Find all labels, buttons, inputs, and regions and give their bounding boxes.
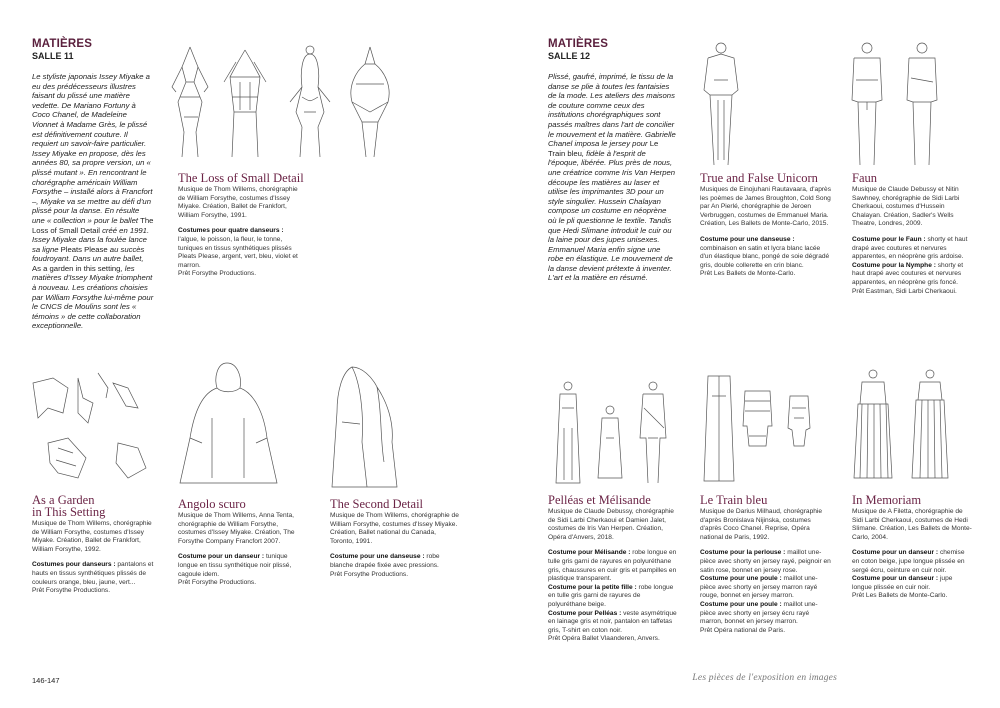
entry-costume: Costume pour une danseuse : combinaison en satin et lycra blanc lacée d'un élastique blanc, pongé de soie dégradé gris, double collerette en crin blanc. [700,235,830,269]
entry-costume-2: Costume pour un danseur : jupe longue plissée en cuir noir. [852,575,953,591]
entry-costume-2: Costume pour la Nymphe : shorty et haut drapé avec coutures et nervures apparentes, en néoprène gris foncé. [852,261,964,286]
entry-costume-2: Costume pour une poule : maillot une-pièce avec shorty en jersey marron rayé rouge, bonnet en jersey marron. [700,575,818,600]
entry-costume-3: Costume pour une poule : maillot une-pièce avec shorty en jersey écru rayé marron, bonnet en jersey marron. [700,600,818,626]
entry-lender: Prêt Forsythe Productions. [178,579,257,587]
right-page [500,0,1000,708]
entry-costume-2: Costume pour la petite fille : robe longue en tulle gris garni de rayures de polyuréthane beige. [548,583,674,608]
section-header [548,38,608,61]
entry-title: Faun [852,171,877,185]
costume-illustration-second-detail [322,362,412,492]
entry-title: The Loss of Small Detail [178,171,304,185]
entry-costume-3: Costume pour Pelléas : veste asymétrique en lainage gris et noir, pantalon en taffetas gris, T-shirt en coton noir. [548,609,677,634]
entry-costume: Costumes pour quatre danseurs : l'algue, le poisson, la fleur, le tonne, tuniques en tissus synthétiques plissés Pleats Please, argent, vert, bleu, violet et marron. [178,227,298,269]
entry-lender: Prêt Forsythe Productions. [330,570,409,578]
entry-lender: Prêt Les Ballets de Monte-Carlo. [852,592,948,600]
entry-credits: Musiques de Einojuhani Rautavaara, d'après les poèmes de James Broughton, Cold Song par An Pierlé, chorégraphie de Jeroen Verbruggen, costumes de Emmanuel Maria. Création, Les Ballets de Monte-Carlo, 2015. [700,186,832,228]
entry-costume: Costume pour la perlouse : maillot une-pièce avec shorty en jersey rayé, peignoir en satin rose, bonnet en jersey rose. [700,549,831,574]
room-label: SALLE 11 [32,51,74,61]
costume-illustration-as-a-garden [28,368,158,488]
entry-title: In Memoriam [852,493,922,507]
costume-illustration-train-bleu [700,366,830,486]
costume-illustration-true-false-unicorn [696,40,746,170]
entry-lender: Prêt Forsythe Productions. [178,270,257,278]
entry-true-false-unicorn [700,172,832,279]
entry-second-detail [330,498,460,579]
entry-credits: Musique de Thom Willems, Anna Tenta, chorégraphie de William Forsythe, costumes d'Issey Miyake. Création, The Forsythe Company Francfort 2007. [178,512,295,545]
section-title: MATIÈRES [32,38,93,50]
entry-costume: Costumes pour danseurs : pantalons et hauts en tissus synthétiques plissés de couleurs orange, bleu, jaune, vert... [32,561,154,586]
entry-title: Le Train bleu [700,493,768,507]
entry-title: As a Garden in This Setting [32,493,106,519]
entry-faun [852,172,972,296]
page-numbers: 146-147 [32,676,60,685]
entry-credits: Musique de Claude Debussy, chorégraphie de Sidi Larbi Cherkaoui et Damien Jalet, costumes de Iris Van Herpen. Création, Opéra d'Anvers, 2018. [548,508,674,541]
entry-in-memoriam [852,494,972,601]
entry-loss-of-small-detail [178,172,306,279]
entry-train-bleu [700,494,832,635]
running-footer: Les pièces de l'exposition en images [692,673,837,683]
entry-pelleas-melisande [548,494,678,644]
section-header [32,38,92,61]
room-label: SALLE 12 [548,51,591,61]
entry-credits: Musique de Thom Willems, chorégraphie de William Forsythe, costumes d'Issey Miyake. Création, Ballet national du Canada, Toronto, 1991. [330,512,459,545]
entry-title: Pelléas et Mélisande [548,493,651,507]
costume-illustration-angolo-scuro [172,358,292,488]
entry-lender: Prêt Opéra Ballet Vlaanderen, Anvers. [548,635,660,643]
entry-credits: Musique de Thom Willems, chorégraphie de William Forsythe, costumes d'Issey Miyake. Création, Ballet de Frankfort, William Forsythe, 1991. [178,186,298,219]
entry-lender: Prêt Opéra national de Paris. [700,626,786,634]
entry-lender: Prêt Eastman, Sidi Larbi Cherkaoui. [852,287,957,295]
entry-costume: Costume pour une danseuse : robe blanche drapée fixée avec pressions. [330,553,440,569]
entry-credits: Musique de A Filetta, chorégraphie de Sidi Larbi Cherkaoui, costumes de Hedi Slimane. Création, Les Ballets de Monte-Carlo, 2004. [852,508,972,541]
entry-costume: Costume pour un danseur : chemise en coton beige, jupe longue plissée en sergé écru, ceinture en cuir noir. [852,549,965,574]
entry-title: The Second Detail [330,497,424,511]
entry-as-a-garden [32,494,160,596]
entry-credits: Musique de Darius Milhaud, chorégraphie d'après Bronislava Nijinska, costumes d'après Coco Chanel. Reprise, Opéra national de Paris, 1992. [700,508,823,541]
costume-illustration-pelleas-melisande [548,368,678,488]
costume-illustration-loss-of-small-detail [170,42,400,162]
entry-costume: Costume pour un danseur : tunique longue en tissu synthétique noir plissé, cagoule idem. [178,553,292,578]
entry-credits: Musique de Thom Willems, chorégraphie de William Forsythe, costumes d'Issey Miyake. Création, Ballet de Frankfort, William Forsythe, 1992. [32,520,152,553]
entry-angolo-scuro [178,498,306,588]
entry-costume: Costume pour Mélisande : robe longue en tulle gris garni de rayures en polyuréthane gris, chaussures en cuir gris et pampilles en plastique transparent. [548,549,677,583]
entry-lender: Prêt Les Ballets de Monte-Carlo. [700,270,796,278]
section-title: MATIÈRES [548,38,609,50]
costume-illustration-in-memoriam [848,366,968,486]
entry-title: True and False Unicorn [700,171,818,185]
entry-credits: Musique de Claude Debussy et Nitin Sawhney, chorégraphie de Sidi Larbi Cherkaoui, costumes d'Hussein Chalayan. Création, Sadler's Wells Theatre, Londres, 2009. [852,186,960,228]
intro-text: Plissé, gaufré, imprimé, le tissu de la danse se plie à toutes les fantaisies de la mode. Les ateliers des maisons de couture comme ceux des institutions chorégraphiques sont passés maîtres dans l'art de concilier le mouvement et la matière. Gabrielle Chanel imposa le jersey pour Le Train bleu, fidèle à l'esprit de l'époque, libérée. Plus près de nous, une créatrice comme Iris Van Herpen découpe les matières au laser et utilise les imprimantes 3D pour un style singulier. Hussein Chalayan compose un costume en néoprène où le pli questionne le textile. Tandis que Hedi Slimane introduit le cuir ou la laine pour des jupes unisexes. Emmanuel Maria enfin signe une robe en élastique. Le mouvement de la danse devient prétexte à inventer. L'art et la matière en résumé. [548,72,676,283]
entry-costume: Costume pour le Faun : shorty et haut drapé avec coutures et nervures apparentes, en néoprène gris ardoise. [852,235,968,261]
costume-illustration-faun [842,40,952,170]
entry-lender: Prêt Forsythe Productions. [32,587,111,595]
intro-text: Le styliste japonais Issey Miyake a eu des prédécesseurs illustres faisant du plissé une matière vedette. De Mariano Fortuny à Coco Chanel, de Madeleine Vionnet à Madame Grès, le plissé est définitivement couture. Il requiert un savoir-faire particulier. Issey Miyake en propose, dès les années 80, sa propre version, un « plissé mutant ». En rencontrant le chorégraphe américain William Forsythe – installé alors à Francfort –, Miyake va se mettre au défi d'un plissé pour la danse. En résulte une « collection » pour le ballet The Loss of Small Detail créé en 1991. Issey Miyake dans la foulée lance sa ligne Pleats Please au succès foudroyant. Dans un autre ballet, As a garden in this setting, les matières d'Issey Miyake triomphent à nouveau. Les créations choisies par William Forsythe lui-même pour le CNCS de Moulins sont les « témoins » de cette collaboration exceptionnelle. [32,72,154,331]
entry-title: Angolo scuro [178,497,246,511]
